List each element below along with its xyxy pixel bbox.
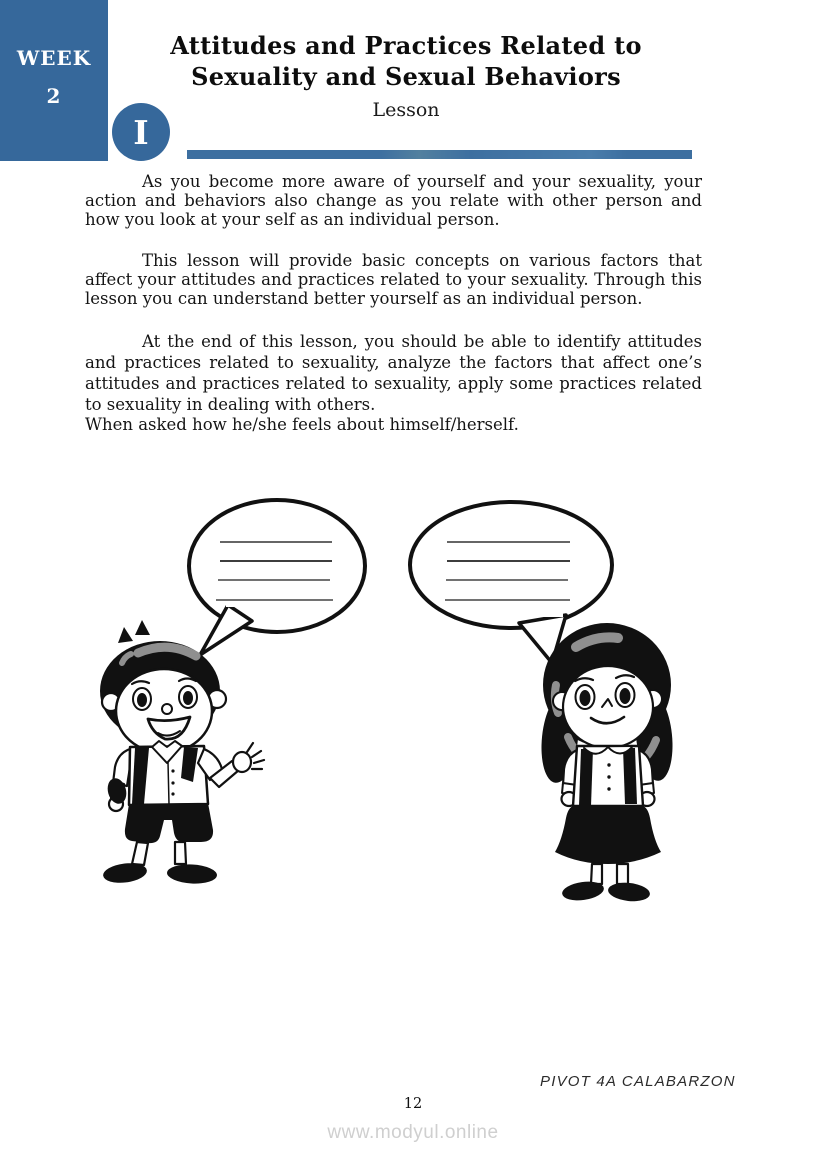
lesson-label: Lesson bbox=[372, 99, 440, 121]
header-rule bbox=[187, 150, 692, 159]
section-marker-letter: I bbox=[133, 112, 149, 152]
section-marker-badge bbox=[112, 103, 170, 161]
speech-bubble-left bbox=[189, 500, 365, 655]
watermark: www.modyul.online bbox=[327, 1122, 499, 1143]
students-illustration bbox=[80, 485, 720, 905]
boy-illustration bbox=[100, 620, 264, 885]
girl-illustration bbox=[537, 623, 676, 903]
week-number: 2 bbox=[46, 83, 62, 108]
page-title bbox=[96, 30, 716, 121]
paragraph-2: This lesson will provide basic concepts on various factors that affect your attitudes and practices related to your sexuality. Through this lesson you can understand better yourself as an individual person. bbox=[85, 251, 702, 308]
title-line-2: Sexuality and Sexual Behaviors bbox=[191, 62, 621, 91]
week-label: WEEK bbox=[16, 45, 92, 70]
page-number: 12 bbox=[403, 1096, 423, 1112]
footer-brand: PIVOT 4A CALABARZON bbox=[540, 1073, 736, 1090]
week-badge bbox=[0, 0, 108, 161]
body-text bbox=[85, 172, 702, 435]
paragraph-1: As you become more aware of yourself and your sexuality, your action and behaviors also change as you relate with other person and how you look at your self as an individual person. bbox=[85, 172, 702, 229]
title-line-1: Attitudes and Practices Related to bbox=[170, 31, 642, 60]
prompt-line: When asked how he/she feels about himself/herself. bbox=[85, 415, 519, 434]
paragraph-3: At the end of this lesson, you should be able to identify attitudes and practices related to sexuality, analyze the factors that affect one’s attitudes and practices related to sexuality, apply some practices related to sexuality in dealing with others. bbox=[85, 332, 702, 414]
